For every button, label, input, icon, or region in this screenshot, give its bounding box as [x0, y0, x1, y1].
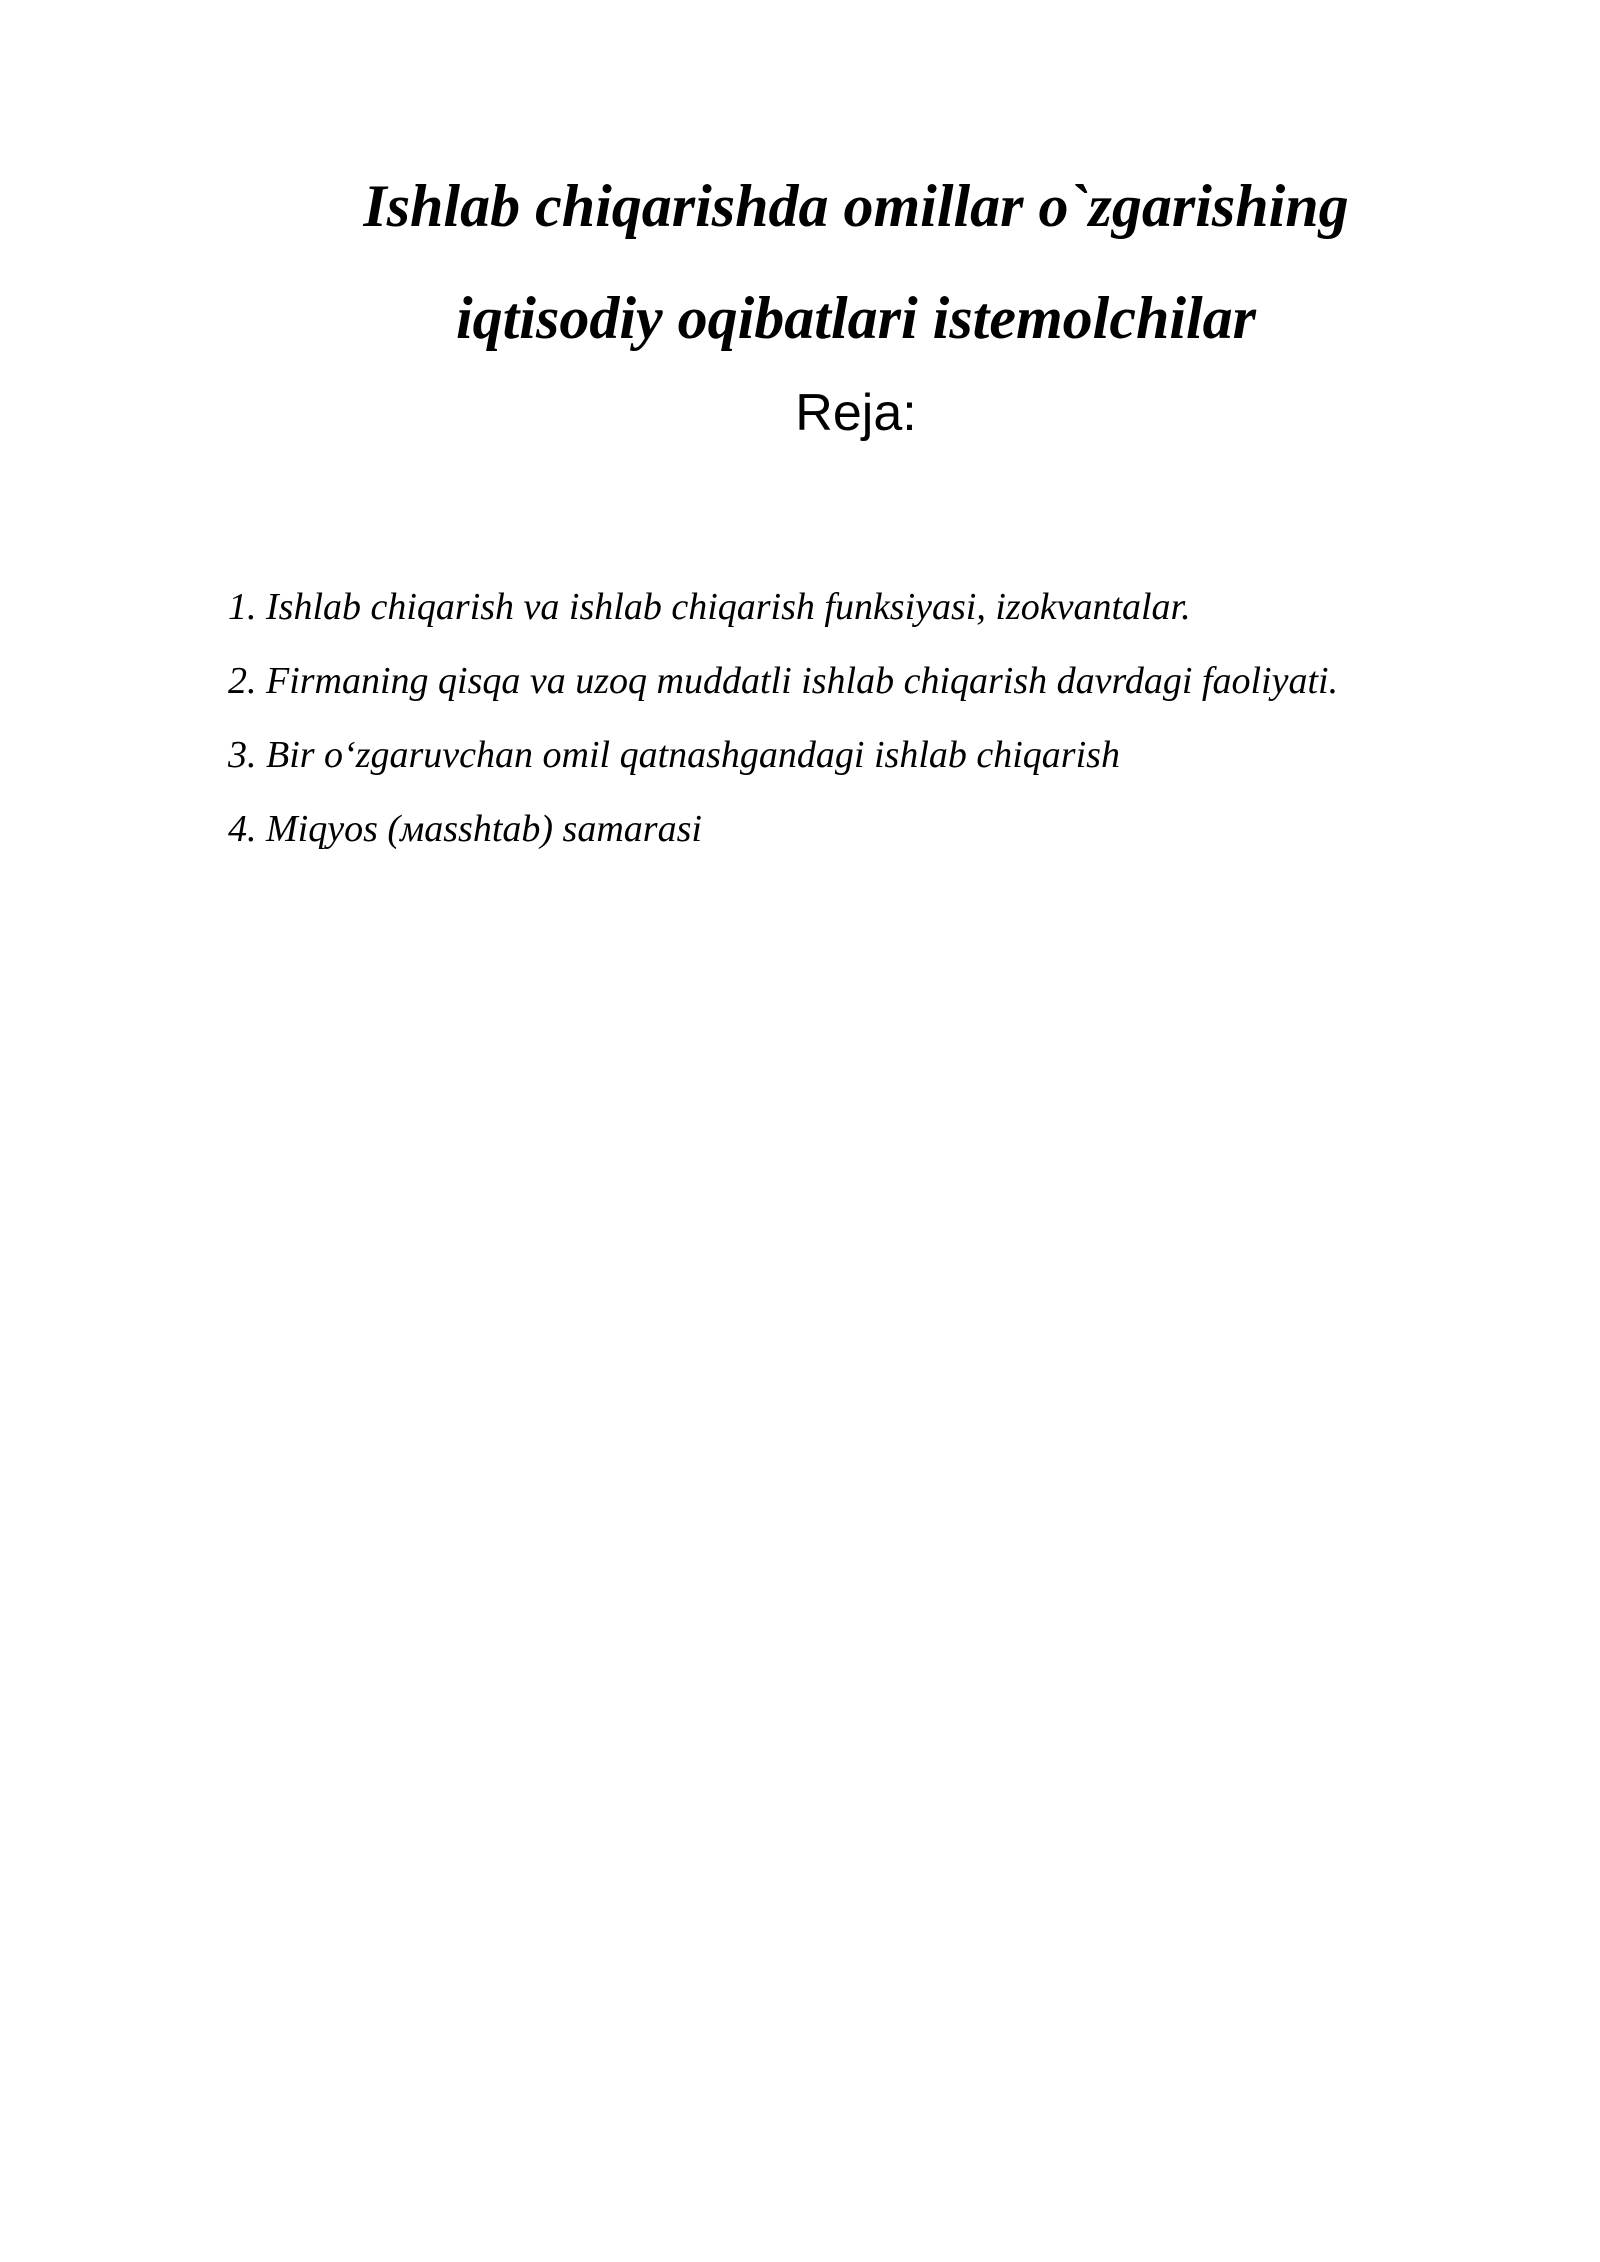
title-line-2: iqtisodiy oqibatlari istemolchilar [455, 285, 1257, 351]
list-item-number: 1. [228, 586, 257, 628]
title-line-1: Ishlab chiqarishda omillar o`zgarishing [363, 173, 1349, 239]
list-item [228, 718, 1338, 792]
list-item [228, 792, 1338, 866]
document-title [170, 150, 1542, 374]
list-item-number: 2. [228, 660, 257, 702]
list-item-text: Ishlab chiqarish va ishlab chiqarish funksiyasi, izokvantalar. [266, 586, 1191, 628]
list-item-text: Miqyos (мasshtab) samarasi [266, 808, 702, 850]
list-item-number: 4. [228, 808, 257, 850]
list-item-number: 3. [228, 734, 257, 776]
list-item [228, 644, 1338, 718]
plan-list [228, 570, 1338, 866]
plan-heading: Reja: [795, 384, 917, 442]
list-item-text: Firmaning qisqa va uzoq muddatli ishlab chiqarish davrdagi faoliyati. [266, 660, 1339, 702]
list-item-text: Bir o‘zgaruvchan omil qatnashgandagi ishlab chiqarish [266, 734, 1120, 776]
list-item [228, 570, 1338, 644]
